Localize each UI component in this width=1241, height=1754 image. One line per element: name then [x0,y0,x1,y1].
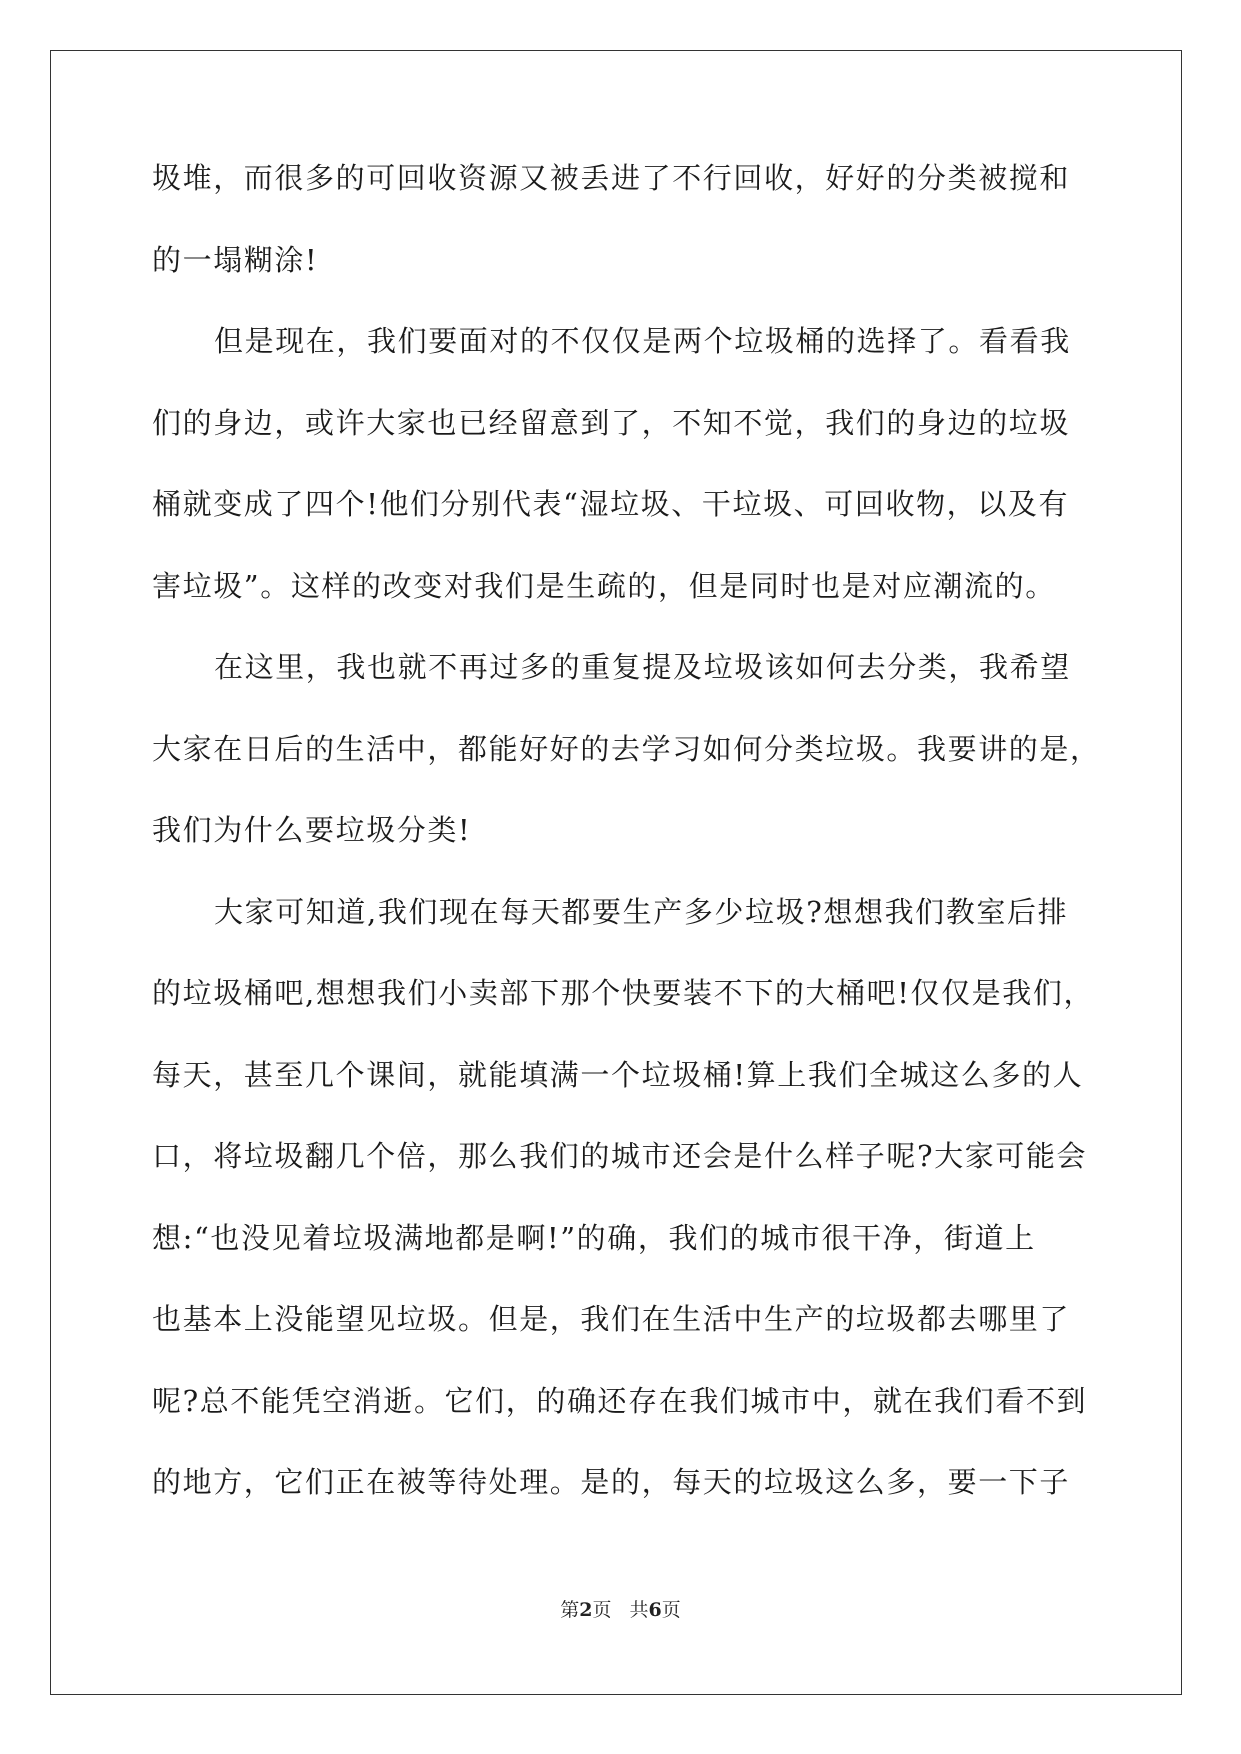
total-prefix: 共 [629,1599,649,1621]
paragraph-start-line: 但是现在，我们要面对的不仅仅是两个垃圾桶的选择了。看看我 [214,324,1071,358]
text-line: 的一塌糊涂! [152,242,319,277]
text-line: 呢?总不能凭空消逝。它们，的确还存在我们城市中，就在我们看不到 [152,1383,1088,1418]
text-line: 的地方，它们正在被等待处理。是的，每天的垃圾这么多，要一下子 [152,1465,1071,1499]
page-footer [0,1598,1241,1622]
page-prefix: 第 [560,1599,580,1621]
text-line: 害垃圾”。这样的改变对我们是生疏的，但是同时也是对应潮流的。 [152,568,1056,603]
text-line: 们的身边，或许大家也已经留意到了，不知不觉，我们的身边的垃圾 [152,405,1071,440]
text-line: 的垃圾桶吧,想想我们小卖部下那个快要装不下的大桶吧!仅仅是我们， [152,976,1095,1010]
page-total: 6 [648,1599,662,1621]
text-line: 圾堆，而很多的可回收资源又被丢进了不行回收，好好的分类被搅和 [152,161,1071,195]
text-line: 想:“也没见着垃圾满地都是啊!”的确，我们的城市很干净，街道上 [152,1220,1036,1255]
text-line: 大家在日后的生活中，都能好好的去学习如何分类垃圾。我要讲的是， [152,731,1101,766]
paragraph-start-line: 在这里，我也就不再过多的重复提及垃圾该如何去分类，我希望 [214,650,1071,684]
text-line: 桶就变成了四个!他们分别代表“湿垃圾、干垃圾、可回收物，以及有 [152,487,1070,521]
paragraph-start-line: 大家可知道,我们现在每天都要生产多少垃圾?想想我们教室后排 [214,894,1069,929]
text-line: 每天，甚至几个课间，就能填满一个垃圾桶!算上我们全城这么多的人 [152,1057,1084,1092]
text-line: 我们为什么要垃圾分类! [152,813,472,847]
page-suffix: 页 [592,1599,612,1621]
page-current: 2 [579,1599,593,1621]
total-suffix: 页 [661,1599,681,1621]
document-body [152,160,1101,1546]
text-line: 也基本上没能望见垃圾。但是，我们在生活中生产的垃圾都去哪里了 [152,1302,1071,1336]
text-line: 口，将垃圾翻几个倍，那么我们的城市还会是什么样子呢?大家可能会 [152,1139,1088,1173]
